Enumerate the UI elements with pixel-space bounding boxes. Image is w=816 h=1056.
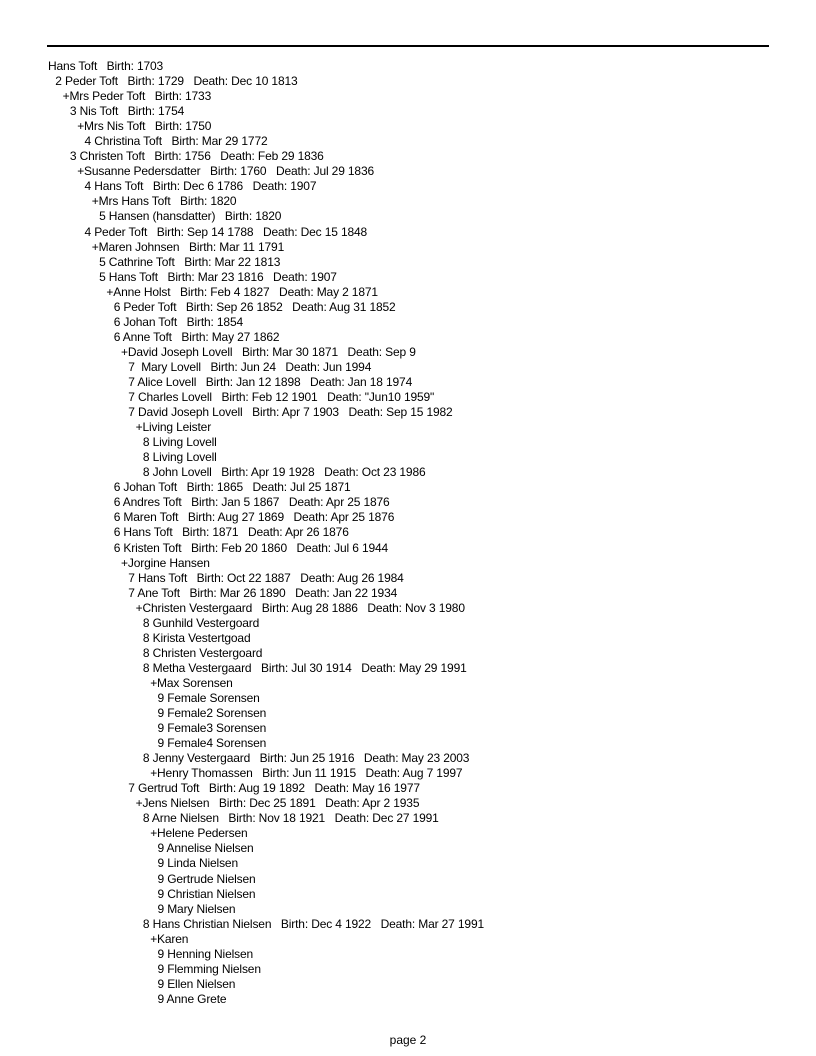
- tree-entry: [48, 556, 788, 571]
- tree-entry: [48, 781, 788, 796]
- tree-entry: [48, 691, 788, 706]
- entry-text: +Susanne Pedersdatter Birth: 1760 Death: Jul 29 1836: [77, 164, 374, 179]
- tree-entry: [48, 255, 788, 270]
- entry-text: 7 David Joseph Lovell Birth: Apr 7 1903 Death: Sep 15 1982: [128, 405, 453, 420]
- entry-text: 9 Flemming Nielsen: [157, 961, 261, 976]
- page-number: page 2: [389, 1033, 427, 1047]
- entry-text: 7 Hans Toft Birth: Oct 22 1887 Death: Aug 26 1984: [128, 570, 404, 585]
- tree-entry: [48, 796, 788, 811]
- tree-entry: [48, 872, 788, 887]
- tree-entry: [48, 104, 788, 119]
- entry-text: +Jens Nielsen Birth: Dec 25 1891 Death: Apr 2 1935: [135, 796, 420, 811]
- tree-entry: [48, 661, 788, 676]
- tree-entry: [48, 300, 788, 315]
- entry-text: 8 Gunhild Vestergoard: [142, 615, 260, 630]
- entry-text: +Henry Thomassen Birth: Jun 11 1915 Death: Aug 7 1997: [150, 766, 463, 781]
- tree-entry: [48, 420, 788, 435]
- entry-text: 9 Ellen Nielsen: [157, 976, 236, 991]
- entry-text: 7 Mary Lovell Birth: Jun 24 Death: Jun 1994: [128, 359, 372, 374]
- entry-text: 9 Female3 Sorensen: [157, 721, 267, 736]
- entry-text: 8 Living Lovell: [142, 450, 217, 465]
- entry-text: 7 Charles Lovell Birth: Feb 12 1901 Death: "Jun10 1959": [128, 390, 435, 405]
- tree-entry: [48, 330, 788, 345]
- tree-entry: [48, 134, 788, 149]
- entry-text: 6 Peder Toft Birth: Sep 26 1852 Death: Aug 31 1852: [113, 299, 396, 314]
- tree-entry: [48, 766, 788, 781]
- entry-text: 8 Hans Christian Nielsen Birth: Dec 4 1922 Death: Mar 27 1991: [142, 916, 484, 931]
- tree-entry: [48, 285, 788, 300]
- tree-entry: [48, 209, 788, 224]
- tree-entry: [48, 74, 788, 89]
- entry-text: 6 Maren Toft Birth: Aug 27 1869 Death: Apr 25 1876: [113, 510, 395, 525]
- entry-text: 5 Hansen (hansdatter) Birth: 1820: [99, 209, 282, 224]
- entry-text: 7 Alice Lovell Birth: Jan 12 1898 Death: Jan 18 1974: [128, 374, 413, 389]
- entry-text: 9 Christian Nielsen: [157, 886, 256, 901]
- entry-text: +Helene Pedersen: [150, 826, 248, 841]
- entry-text: 8 Jenny Vestergaard Birth: Jun 25 1916 Death: May 23 2003: [142, 751, 470, 766]
- entry-text: +Karen: [150, 931, 189, 946]
- tree-entry: [48, 450, 788, 465]
- entry-text: 5 Hans Toft Birth: Mar 23 1816 Death: 1907: [99, 269, 337, 284]
- entry-text: +Anne Holst Birth: Feb 4 1827 Death: May 2 1871: [106, 284, 378, 299]
- entry-text: 6 Kristen Toft Birth: Feb 20 1860 Death: Jul 6 1944: [113, 540, 389, 555]
- entry-text: 6 Andres Toft Birth: Jan 5 1867 Death: Apr 25 1876: [113, 495, 390, 510]
- entry-text: +Mrs Peder Toft Birth: 1733: [62, 89, 212, 104]
- tree-entry: [48, 149, 788, 164]
- entry-text: 3 Christen Toft Birth: 1756 Death: Feb 29 1836: [69, 149, 324, 164]
- tree-entry: [48, 525, 788, 540]
- entry-text: 8 Metha Vestergaard Birth: Jul 30 1914 Death: May 29 1991: [142, 660, 467, 675]
- entry-text: 8 Living Lovell: [142, 435, 217, 450]
- tree-entry: [48, 841, 788, 856]
- tree-entry: [48, 465, 788, 480]
- tree-entry: [48, 586, 788, 601]
- entry-text: +Living Leister: [135, 420, 212, 435]
- tree-entry: [48, 736, 788, 751]
- tree-entry: [48, 932, 788, 947]
- entry-text: 4 Hans Toft Birth: Dec 6 1786 Death: 1907: [84, 179, 317, 194]
- entry-text: 6 Anne Toft Birth: May 27 1862: [113, 329, 280, 344]
- tree-entry: [48, 375, 788, 390]
- tree-entry: [48, 902, 788, 917]
- tree-entry: [48, 706, 788, 721]
- tree-entry: [48, 947, 788, 962]
- tree-entry: [48, 480, 788, 495]
- tree-entry: [48, 917, 788, 932]
- tree-entry: [48, 541, 788, 556]
- tree-entry: [48, 826, 788, 841]
- entry-text: 8 Christen Vestergoard: [142, 645, 263, 660]
- entry-text: 9 Female2 Sorensen: [157, 706, 267, 721]
- entry-text: 8 Arne Nielsen Birth: Nov 18 1921 Death: Dec 27 1991: [142, 811, 439, 826]
- entry-text: 9 Female4 Sorensen: [157, 736, 267, 751]
- tree-entry: [48, 992, 788, 1007]
- entry-text: 2 Peder Toft Birth: 1729 Death: Dec 10 1813: [55, 74, 298, 89]
- entry-text: 3 Nis Toft Birth: 1754: [69, 104, 185, 119]
- entry-text: 9 Mary Nielsen: [157, 901, 236, 916]
- entry-text: 8 Kirista Vestertgoad: [142, 630, 251, 645]
- entry-text: 7 Gertrud Toft Birth: Aug 19 1892 Death: May 16 1977: [128, 781, 420, 796]
- tree-entry: [48, 962, 788, 977]
- tree-entry: [48, 240, 788, 255]
- tree-entry: [48, 601, 788, 616]
- tree-entry: [48, 495, 788, 510]
- entry-text: 6 Johan Toft Birth: 1854: [113, 314, 243, 329]
- tree-entry: [48, 194, 788, 209]
- tree-entry: [48, 751, 788, 766]
- tree-entry: [48, 721, 788, 736]
- entry-text: +Mrs Hans Toft Birth: 1820: [91, 194, 237, 209]
- entry-text: 9 Gertrude Nielsen: [157, 871, 256, 886]
- entry-text: 9 Henning Nielsen: [157, 946, 254, 961]
- entry-text: 4 Peder Toft Birth: Sep 14 1788 Death: Dec 15 1848: [84, 224, 368, 239]
- tree-entry: [48, 179, 788, 194]
- tree-entry: [48, 59, 788, 74]
- entry-text: +Mrs Nis Toft Birth: 1750: [77, 119, 212, 134]
- entry-text: 9 Linda Nielsen: [157, 856, 238, 871]
- entry-text: +Jorgine Hansen: [121, 555, 210, 570]
- tree-entry: [48, 164, 788, 179]
- tree-entry: [48, 360, 788, 375]
- tree-entry: [48, 646, 788, 661]
- descendant-tree: [48, 59, 788, 1007]
- tree-entry: [48, 616, 788, 631]
- entry-text: +Christen Vestergaard Birth: Aug 28 1886 Death: Nov 3 1980: [135, 600, 465, 615]
- entry-text: 9 Annelise Nielsen: [157, 841, 254, 856]
- entry-text: 4 Christina Toft Birth: Mar 29 1772: [84, 134, 268, 149]
- entry-text: +Max Sorensen: [150, 675, 233, 690]
- tree-entry: [48, 676, 788, 691]
- header-rule: [47, 45, 769, 47]
- entry-text: 9 Female Sorensen: [157, 690, 260, 705]
- entry-text: +Maren Johnsen Birth: Mar 11 1791: [91, 239, 285, 254]
- entry-text: 6 Hans Toft Birth: 1871 Death: Apr 26 1876: [113, 525, 349, 540]
- tree-entry: [48, 631, 788, 646]
- entry-text: 6 Johan Toft Birth: 1865 Death: Jul 25 1871: [113, 480, 351, 495]
- tree-entry: [48, 811, 788, 826]
- tree-entry: [48, 571, 788, 586]
- tree-entry: [48, 435, 788, 450]
- tree-entry: [48, 315, 788, 330]
- tree-entry: [48, 345, 788, 360]
- entry-text: 7 Ane Toft Birth: Mar 26 1890 Death: Jan 22 1934: [128, 585, 398, 600]
- entry-text: 5 Cathrine Toft Birth: Mar 22 1813: [99, 254, 281, 269]
- tree-entry: [48, 89, 788, 104]
- entry-text: +David Joseph Lovell Birth: Mar 30 1871 Death: Sep 9: [121, 344, 416, 359]
- entry-text: Hans Toft Birth: 1703: [48, 59, 164, 73]
- entry-text: 8 John Lovell Birth: Apr 19 1928 Death: Oct 23 1986: [142, 465, 426, 480]
- entry-text: 9 Anne Grete: [157, 991, 227, 1006]
- tree-entry: [48, 390, 788, 405]
- tree-entry: [48, 977, 788, 992]
- tree-entry: [48, 225, 788, 240]
- tree-entry: [48, 119, 788, 134]
- tree-entry: [48, 887, 788, 902]
- tree-entry: [48, 270, 788, 285]
- tree-entry: [48, 856, 788, 871]
- tree-entry: [48, 510, 788, 525]
- tree-entry: [48, 405, 788, 420]
